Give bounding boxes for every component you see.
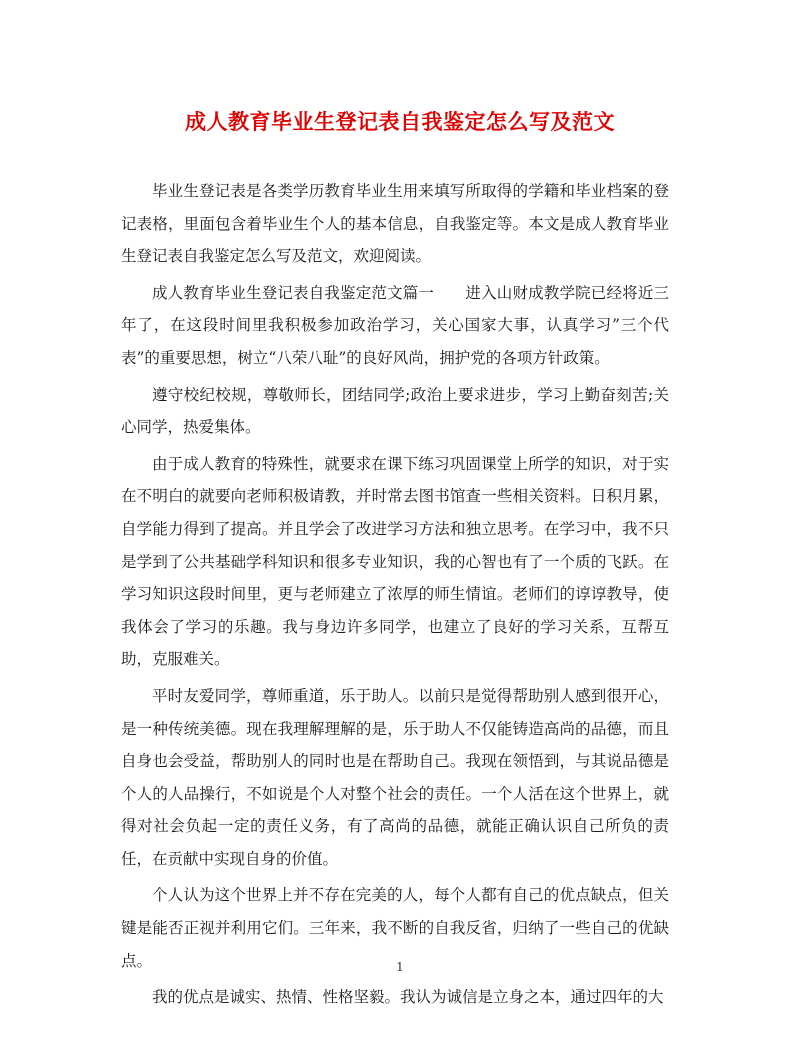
paragraph: 平时友爱同学，尊师重道，乐于助人。以前只是觉得帮助别人感到很开心，是一种传统美德。现在我理解理解的是，乐于助人不仅能铸造高尚的品德，而且自身也会受益，帮助别人的同时也是在帮助自己。我现在领悟到，与其说品德是个人的人品操行，不如说是个人对整个社会的责任。一个人活在这个世界上，就得对社会负起一定的责任义务，有了高尚的品德，就能正确认识自己所负的责任，在贡献中实现自身的价值。: [121, 686, 669, 868]
document-title: 成人教育毕业生登记表自我鉴定怎么写及范文: [185, 109, 615, 134]
paragraph: 由于成人教育的特殊性，就要求在课下练习巩固课堂上所学的知识，对于实在不明白的就要向老师积极请教，并时常去图书馆查一些相关资料。日积月累，自学能力得到了提高。并且学会了改进学习方法和独立思考。在学习中，我不只是学到了公共基础学科知识和很多专业知识，我的心智也有了一个质的飞跃。在学习知识这段时间里，更与老师建立了浓厚的师生情谊。老师们的谆谆教导，使我体会了学习的乐趣。我与身边许多同学，也建立了良好的学习关系，互帮互助，克服难关。: [121, 454, 669, 669]
document-body: [121, 175, 669, 1018]
paragraph: 个人认为这个世界上并不存在完美的人，每个人都有自己的优点缺点，但关键是能否正视并利用它们。三年来，我不断的自我反省，归纳了一些自己的优缺点。: [121, 886, 669, 970]
paragraph: 毕业生登记表是各类学历教育毕业生用来填写所取得的学籍和毕业档案的登记表格，里面包含着毕业生个人的基本信息，自我鉴定等。本文是成人教育毕业生登记表自我鉴定怎么写及范文，欢迎阅读。: [121, 182, 669, 266]
paragraph: 遵守校纪校规，尊敬师长，团结同学;政治上要求进步，学习上勤奋刻苦;关心同学，热爱集体。: [121, 385, 669, 437]
page-number: 1: [396, 960, 404, 974]
paragraph: 我的优点是诚实、热情、性格坚毅。我认为诚信是立身之本，通过四年的大: [152, 988, 664, 1007]
paragraph: 成人教育毕业生登记表自我鉴定范文篇一 进入山财成教学院已经将近三年了，在这段时间里我积极参加政治学习，关心国家大事，认真学习”三个代表”的重要思想，树立“八荣八耻”的良好风尚，拥护党的各项方针政策。: [121, 283, 669, 367]
